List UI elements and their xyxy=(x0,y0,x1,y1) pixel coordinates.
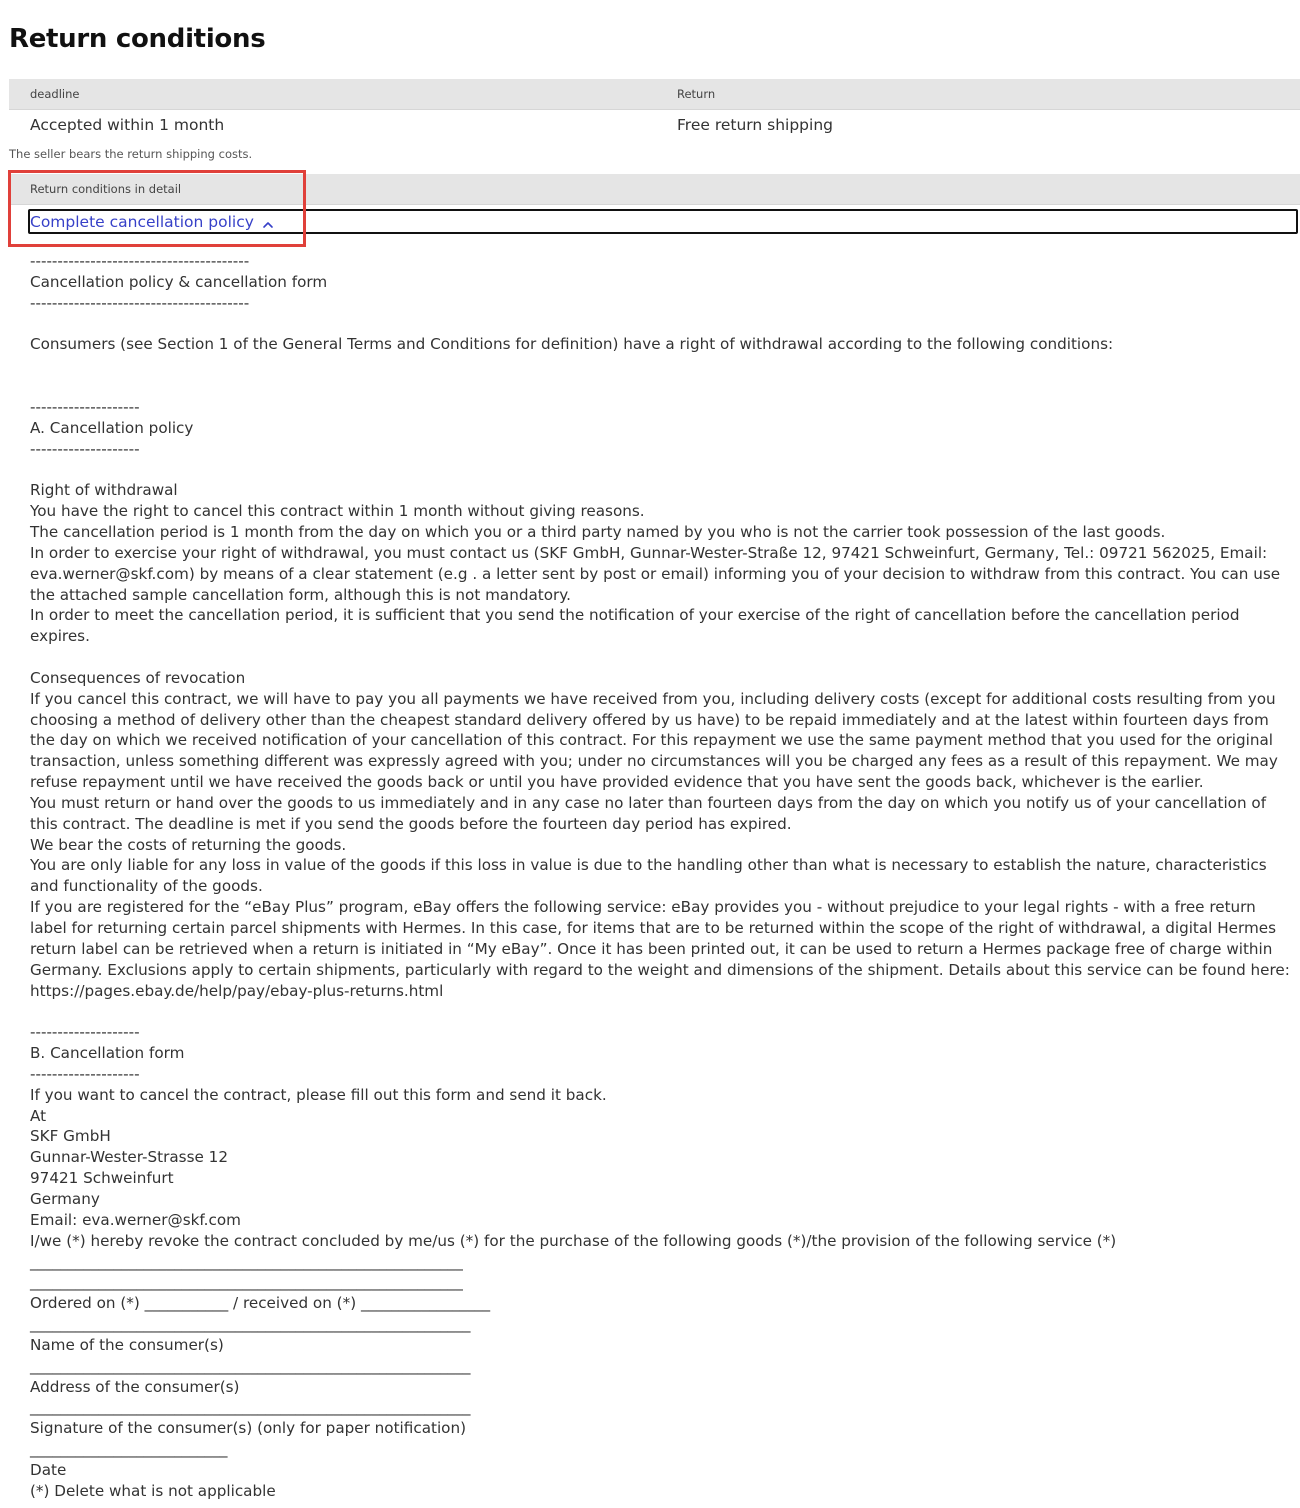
cancellation-policy-text: ---------------------------------------- Cancellation policy & cancellation form ---------------------------------------- Consumers (see Section 1 of the General Terms and Conditions for definition) have a right of withdrawal according to the following conditions: -------------------- A. Cancellation policy -------------------- Right of withdrawal You have the right to cancel this contract within 1 month without giving reasons. The cancellation period is 1 month from the day on which you or a third party named by you who is not the carrier took possession of the last goods. In order to exercise your right of withdrawal, you must contact us (SKF GmbH, Gunnar-Wester-Straße 12, 97421 Schweinfurt, Germany, Tel.: 09721 562025, Email: eva.werner@skf.com) by means of a clear statement (e.g . a letter sent by post or email) informing you of your decision to withdraw from this contract. You can use the attached sample cancellation form, although this is not mandatory. In order to meet the cancellation period, it is sufficient that you send the notification of your exercise of the right of cancellation before the cancellation period expires. Consequences of revocation If you cancel this contract, we will have to pay you all payments we have received from you, including delivery costs (except for additional costs resulting from you choosing a method of delivery other than the cheapest standard delivery offered by us have) to be repaid immediately and at the latest within fourteen days from the day on which we received notification of your cancellation of this contract. For this repayment we use the same payment method that you used for the original transaction, unless something different was expressly agreed with you; under no circumstances will you be charged any fees as a result of this repayment. We may refuse repayment until we have received the goods back or until you have provided evidence that you have sent the goods back, whichever is the earlier. You must return or hand over the goods to us immediately and in any case no later than fourteen days from the day on which you notify us of your cancellation of this contract. The deadline is met if you send the goods before the fourteen day period has expired. We bear the costs of returning the goods. You are only liable for any loss in value of the goods if this loss in value is due to the handling other than what is necessary to establish the nature, characteristics and functionality of the goods. If you are registered for the “eBay Plus” program, eBay offers the following service: eBay provides you - without prejudice to your legal rights - with a free return label for returning certain parcel shipments with Hermes. In this case, for items that are to be returned within the scope of the right of withdrawal, a digital Hermes return label can be retrieved when a return is initiated in “My eBay”. Once it has been printed out, it can be used to return a Hermes package free of charge within Germany. Exclusions apply to certain shipments, particularly with regard to the weight and dimensions of the shipment. Details about this service can be found here: https://pages.ebay.de/help/pay/ebay-plus-returns.html -------------------- B. Cancellation form -------------------- If you want to cancel the contract, please fill out this form and send it back. At SKF GmbH Gunnar-Wester-Strasse 12 97421 Schweinfurt Germany Email: eva.werner@skf.com I/we (*) hereby revoke the contract concluded by me/us (*) for the purchase of the following goods (*)/the provision of the following service (*) _________________________________________________________ _________________________________________________________ Ordered on (*) ___________ / received on (*) _________________ __________________________________________________________ Name of the consumer(s) __________________________________________________________ Address of the consumer(s) __________________________________________________________ Signature of the consumer(s) (only for paper notification) __________________________ Date (*) Delete what is not applicable xyxy=(30,252,1290,1500)
page-title: Return conditions xyxy=(9,24,266,54)
chevron-up-icon xyxy=(262,216,274,228)
details-header xyxy=(9,174,1300,205)
summary-table-header xyxy=(9,79,1300,110)
column-header-return: Return xyxy=(677,87,716,101)
complete-cancellation-policy-label: Complete cancellation policy xyxy=(30,212,254,231)
details-header-label: Return conditions in detail xyxy=(30,182,182,196)
return-value: Free return shipping xyxy=(677,116,833,134)
shipping-cost-note: The seller bears the return shipping costs. xyxy=(9,147,253,161)
complete-cancellation-policy-toggle[interactable] xyxy=(28,209,1298,234)
column-header-deadline: deadline xyxy=(30,87,80,101)
deadline-value: Accepted within 1 month xyxy=(30,116,225,134)
